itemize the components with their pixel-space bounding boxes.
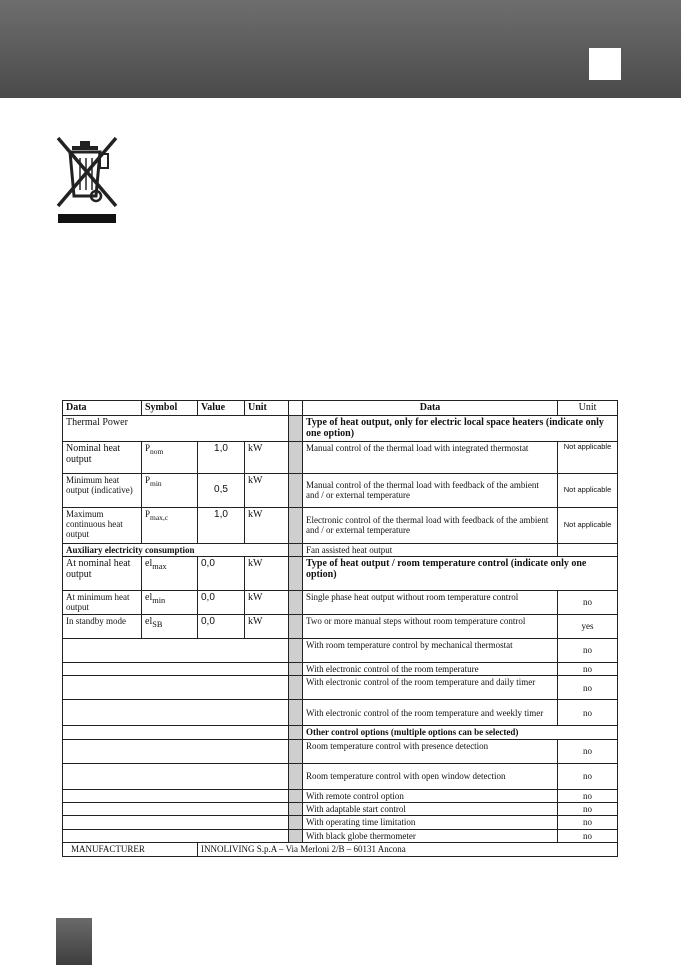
table-row: [63, 676, 618, 700]
row-symbol: $el_{min}$: [142, 590, 198, 614]
table-row: [63, 726, 618, 739]
table-row: [63, 614, 618, 638]
row-value-right: no: [558, 662, 618, 675]
heat-output-type: Type of heat output, only for electric local space heaters (indicate only one option): [303, 415, 618, 441]
row-label-right: Room temperature control with open window detection: [303, 763, 558, 789]
aux-title: Auxiliary electricity consumption: [63, 543, 289, 556]
room-temp-type: Type of heat output / room temperature control (indicate only one option): [303, 556, 618, 590]
row-value-right: no: [558, 829, 618, 842]
row-label-right: Electronic control of the thermal load with feedback of the ambient and / or external temperature: [303, 507, 558, 543]
table-row: [63, 543, 618, 556]
row-value-right: yes: [558, 614, 618, 638]
row-value: 0,0: [198, 556, 245, 590]
row-value-right: no: [558, 789, 618, 802]
row-label-right: With electronic control of the room temperature and weekly timer: [303, 700, 558, 726]
row-label: Minimum heat output (indicative): [63, 473, 142, 507]
col-value: Value: [198, 401, 245, 416]
row-label-right: Manual control of the thermal load with integrated thermostat: [303, 441, 558, 473]
col-data: Data: [63, 401, 142, 416]
table-row: [63, 763, 618, 789]
table-row: [63, 789, 618, 802]
row-unit-right: Not applicable: [558, 473, 618, 507]
row-value: 0,0: [198, 590, 245, 614]
manufacturer-value: INNOLIVING S.p.A – Via Merloni 2/B – 60131 Ancona: [198, 842, 618, 856]
col-data-right: Data: [303, 401, 558, 416]
row-symbol: $el_{SB}$: [142, 614, 198, 638]
table-row: [63, 739, 618, 763]
row-unit-right: Not applicable: [558, 441, 618, 473]
separator: [289, 401, 303, 416]
row-value: 1,0: [198, 441, 245, 473]
row-value-right: no: [558, 763, 618, 789]
row-label-right: With electronic control of the room temperature and daily timer: [303, 676, 558, 700]
technical-data-table: [62, 400, 618, 857]
row-value: 0,5: [198, 473, 245, 507]
row-label: At nominal heat output: [63, 556, 142, 590]
manufacturer-row: [63, 842, 618, 856]
table-row: [63, 507, 618, 543]
row-symbol: $P_{nom}$: [142, 441, 198, 473]
table-row: [63, 473, 618, 507]
row-label-right: With adaptable start control: [303, 802, 558, 815]
row-value-right: no: [558, 676, 618, 700]
row-label-right: Single phase heat output without room temperature control: [303, 590, 558, 614]
weee-bin-icon: [52, 132, 124, 227]
row-unit: kW: [245, 473, 289, 507]
row-label-right: With black globe thermometer: [303, 829, 558, 842]
row-label: In standby mode: [63, 614, 142, 638]
table-header-row: [63, 401, 618, 416]
row-value-right: no: [558, 802, 618, 815]
row-value: 1,0: [198, 507, 245, 543]
table-row: [63, 802, 618, 815]
row-value: 0,0: [198, 614, 245, 638]
other-title: Other control options (multiple options can be selected): [303, 726, 618, 739]
row-label: At minimum heat output: [63, 590, 142, 614]
row-value-right: no: [558, 590, 618, 614]
thermal-power-label: Thermal Power: [63, 415, 289, 441]
table-row: [63, 590, 618, 614]
row-value-right: no: [558, 816, 618, 829]
row-label: Maximum continuous heat output: [63, 507, 142, 543]
row-label-right: Two or more manual steps without room temperature control: [303, 614, 558, 638]
col-unit: Unit: [245, 401, 289, 416]
table-row: [63, 816, 618, 829]
row-unit-right: Not applicable: [558, 507, 618, 543]
page-header: [0, 0, 681, 98]
row-symbol: $P_{max,c}$: [142, 507, 198, 543]
row-unit: kW: [245, 507, 289, 543]
col-unit-right: Unit: [558, 401, 618, 416]
row-label: Nominal heat output: [63, 441, 142, 473]
table-row: [63, 441, 618, 473]
fan-assisted: Fan assisted heat output: [303, 543, 558, 556]
row-symbol: $el_{max}$: [142, 556, 198, 590]
row-value-right: no: [558, 700, 618, 726]
table-row: [63, 662, 618, 675]
row-unit: kW: [245, 556, 289, 590]
row-value-right: no: [558, 638, 618, 662]
col-symbol: Symbol: [142, 401, 198, 416]
row-unit: kW: [245, 590, 289, 614]
row-label-right: Manual control of the thermal load with feedback of the ambient and / or external temperature: [303, 473, 558, 507]
row-label-right: Room temperature control with presence detection: [303, 739, 558, 763]
header-square: [589, 48, 621, 80]
row-symbol: $P_{min}$: [142, 473, 198, 507]
row-label-right: With remote control option: [303, 789, 558, 802]
row-unit: kW: [245, 614, 289, 638]
page-tab: [56, 918, 92, 965]
table-row: [63, 638, 618, 662]
table-row: [63, 415, 618, 441]
technical-data-table-wrap: [62, 400, 617, 857]
table-row: [63, 556, 618, 590]
row-label-right: With operating time limitation: [303, 816, 558, 829]
table-row: [63, 700, 618, 726]
manufacturer-label: MANUFACTURER: [63, 842, 198, 856]
row-label-right: With electronic control of the room temperature: [303, 662, 558, 675]
row-value-right: no: [558, 739, 618, 763]
row-unit: kW: [245, 441, 289, 473]
row-label-right: With room temperature control by mechanical thermostat: [303, 638, 558, 662]
table-row: [63, 829, 618, 842]
